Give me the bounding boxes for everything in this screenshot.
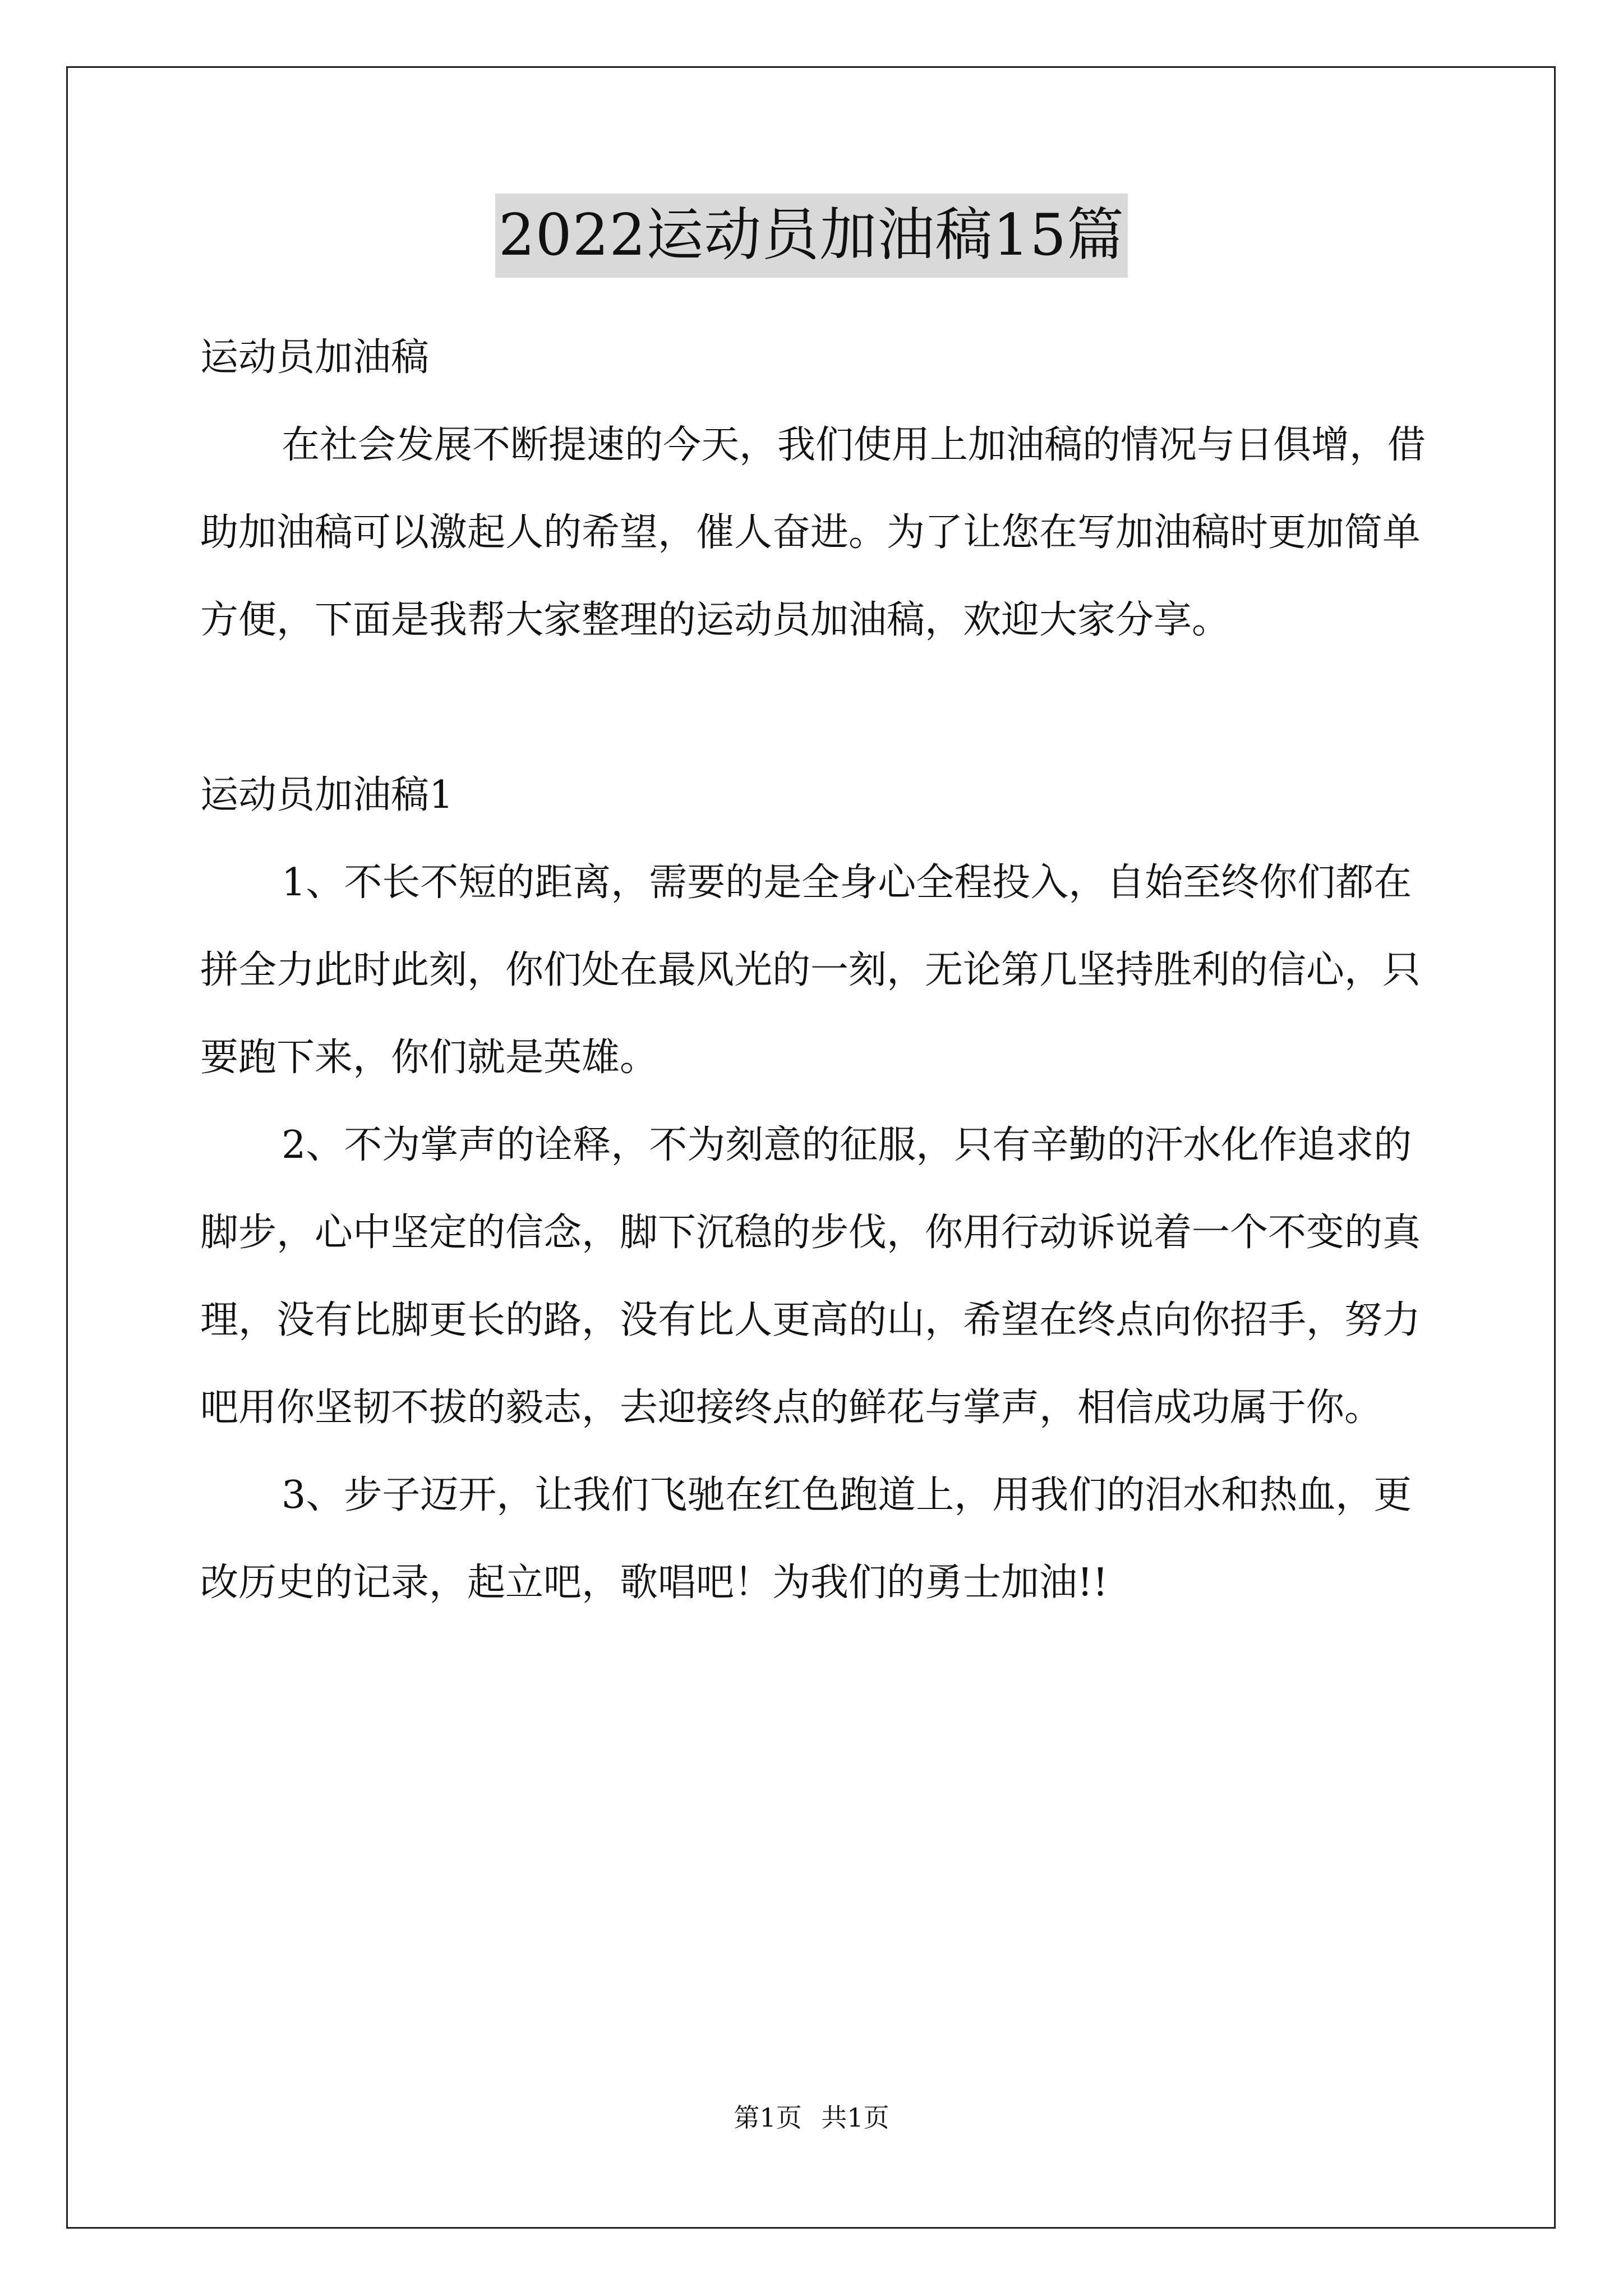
intro-paragraph: 在社会发展不断提速的今天，我们使用上加油稿的情况与日俱增，借助加油稿可以激起人的希望，催人奋进。为了让您在写加油稿时更加简单方便，下面是我帮大家整理的运动员加油稿，欢迎大家分享。: [200, 423, 1426, 642]
section-heading: 运动员加油稿1: [200, 773, 454, 817]
page-footer: 第1页 共1页: [734, 2102, 889, 2133]
title-container: [0, 194, 1623, 278]
document-title: 2022运动员加油稿15篇: [495, 194, 1128, 278]
list-item: 2、不为掌声的诠释，不为刻意的征服，只有辛勤的汗水化作追求的脚步，心中坚定的信念，脚下沉稳的步伐，你用行动诉说着一个不变的真理，没有比脚更长的路，没有比人更高的山，希望在终点向你招手，努力吧用你坚韧不拔的毅志，去迎接终点的鲜花与掌声，相信成功属于你。: [200, 1123, 1421, 1430]
document-body: [200, 314, 1434, 1627]
intro-heading: 运动员加油稿: [200, 335, 430, 380]
list-item: 1、不长不短的距离，需要的是全身心全程投入，自始至终你们都在拼全力此时此刻，你们处在最风光的一刻，无论第几坚持胜利的信心，只要跑下来，你们就是英雄。: [200, 861, 1421, 1080]
spacer: [200, 664, 1434, 752]
list-item: 3、步子迈开，让我们飞驰在红色跑道上，用我们的泪水和热血，更改历史的记录，起立吧，歌唱吧！为我们的勇士加油!!: [200, 1473, 1412, 1605]
